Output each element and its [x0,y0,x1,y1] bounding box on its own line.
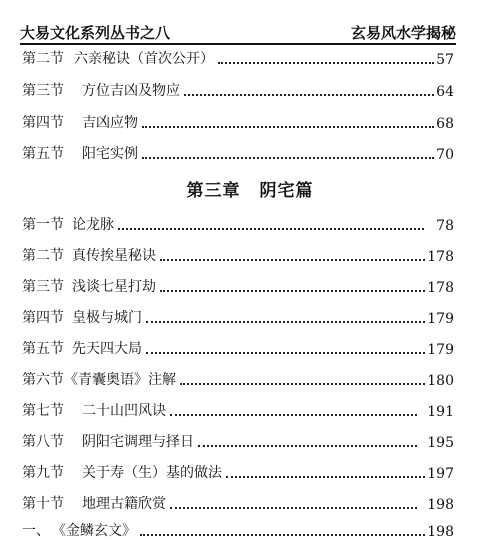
toc-leader-dots [160,259,425,261]
toc-entry [22,243,454,265]
toc-section-number: 第四节 [22,310,64,326]
toc-entry-title: 关于寿（生）基的做法 [82,465,222,481]
toc-leader-dots [170,507,417,509]
toc-entry-title: 《青囊奥语》注解 [64,372,176,388]
toc-entry-title: 先天四大局 [72,341,142,357]
toc-entry [22,398,454,420]
toc-leader-dots [170,414,417,416]
toc-page-number: 64 [436,84,454,100]
toc-entry-title: 阴阳宅调理与择日 [82,434,194,450]
toc-page-number: 180 [427,373,454,389]
toc-entry-title: 《金鳞玄文》 [52,523,136,539]
toc-entry [22,110,454,132]
toc-entry-title: 阳宅实例 [82,146,138,162]
toc-entry [22,518,454,540]
toc-entry [22,212,454,234]
toc-leader-dots [226,476,425,478]
book-title: 玄易风水学揭秘 [350,24,456,42]
series-title: 大易文化系列丛书之八 [20,24,171,42]
toc-entry-title: 地理古籍欣赏 [82,496,166,512]
toc-section-number: 第六节 [22,372,64,388]
toc-page-number: 178 [427,280,454,296]
toc-leader-dots [160,290,425,292]
toc-section-number: 第七节 [22,403,64,419]
toc-entry-title: 方位吉凶及物应 [82,83,180,99]
toc-section-number: 第八节 [22,434,64,450]
toc-entry-title: 六亲秘诀（首次公开） [74,51,214,67]
chapter-title: 阴宅篇 [259,181,314,201]
chapter-heading [0,176,500,201]
toc-entry-title: 浅谈七星打劫 [72,279,156,295]
toc-leader-dots [142,157,434,159]
toc-section-number: 第九节 [22,465,64,481]
toc-section-number: 第十节 [22,496,64,512]
toc-section-number: 第四节 [22,115,64,131]
toc-section-number: 第二节 [22,248,64,264]
toc-leader-dots [142,126,434,128]
toc-page-number: 78 [436,218,454,234]
toc-section-number: 第五节 [22,341,64,357]
toc-leader-dots [146,352,425,354]
toc-leader-dots [140,534,425,536]
toc-page-number: 179 [427,342,454,358]
toc-page-number: 179 [427,311,454,327]
toc-entry-title: 二十山凹风诀 [82,403,166,419]
toc-leader-dots [198,445,417,447]
toc-section-number: 第三节 [22,279,64,295]
toc-page-number: 195 [427,435,454,451]
toc-entry [22,305,454,327]
toc-entry [22,491,454,513]
toc-leader-dots [218,62,434,64]
toc-leader-dots [118,228,424,230]
toc-leader-dots [146,321,425,323]
toc-entry [22,141,454,163]
toc-page-number: 178 [427,249,454,265]
toc-entry [22,429,454,451]
toc-entry [22,78,454,100]
toc-page-number: 57 [436,52,454,68]
toc-page-number: 198 [427,524,454,540]
toc-entry [22,367,454,389]
toc-page-number: 191 [427,404,454,420]
toc-page-number: 197 [427,466,454,482]
toc-page-number: 70 [436,147,454,163]
toc-section-number: 第三节 [22,83,64,99]
chapter-number: 第三章 [186,181,241,201]
toc-entry-title: 真传挨星秘诀 [72,248,156,264]
toc-entry [22,46,454,68]
toc-page-number: 198 [427,497,454,513]
toc-entry-title: 论龙脉 [72,217,114,233]
toc-entry [22,274,454,296]
toc-entry-title: 吉凶应物 [82,115,138,131]
running-header [20,22,456,44]
toc-section-number: 第一节 [22,217,64,233]
toc-section-number: 一、 [22,523,50,539]
toc-leader-dots [184,94,434,96]
toc-section-number: 第五节 [22,146,64,162]
header-rule [20,43,456,45]
toc-entry [22,460,454,482]
toc-entry-title: 皇极与城门 [72,310,142,326]
toc-page-number: 68 [436,116,454,132]
toc-entry [22,336,454,358]
toc-section-number: 第二节 [22,51,64,67]
toc-leader-dots [180,383,425,385]
